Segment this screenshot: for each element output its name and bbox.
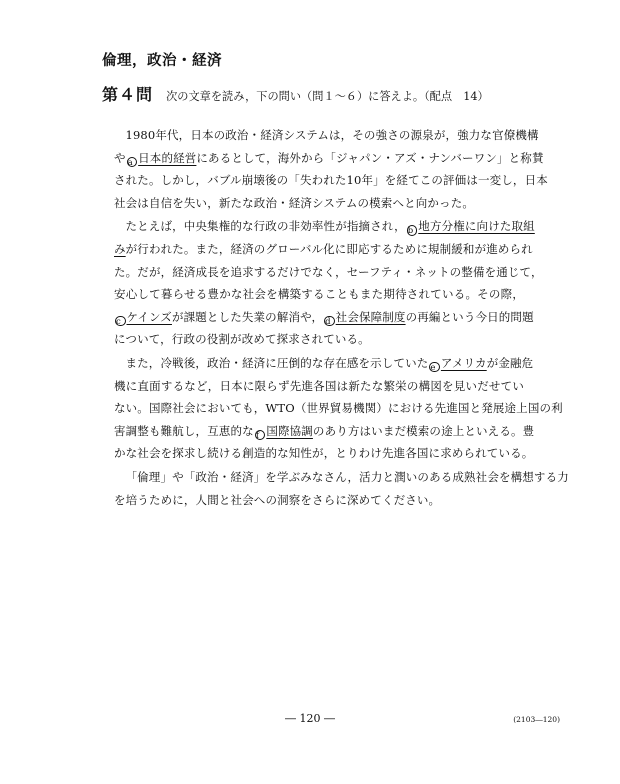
passage-text: の再編という今日的問題 — [405, 309, 534, 324]
passage-text: が行われた。また，経済のグローバル化に即応するために規制緩和が進められ — [125, 241, 533, 256]
passage-text: 「倫理」や「政治・経済」を学ぶみなさん，活力と潤いのある成熟社会を構想する力 — [125, 469, 569, 484]
passage-line — [114, 238, 533, 261]
underlined-term: 国際協調 — [266, 423, 313, 438]
passage-line — [114, 420, 535, 443]
passage-line — [114, 124, 539, 147]
underlined-term: み — [114, 241, 126, 256]
question-number: 第４問 — [102, 85, 154, 104]
subject-heading: 倫理，政治・経済 — [102, 53, 222, 69]
passage-text: のあり方はいまだ模索の途上といえる。豊 — [312, 423, 535, 438]
underlined-term: 日本的経営 — [138, 150, 197, 165]
passage-text: や — [114, 150, 126, 165]
passage-text: について，行政の役割が改めて探求されている。 — [114, 332, 370, 347]
underlined-term: ケインズ — [126, 309, 172, 324]
passage-line — [114, 397, 563, 420]
passage-text: 社会は自信を失い，新たな政治・経済システムの模索へと向かった。 — [114, 195, 474, 210]
underlined-term: 地方分権に向けた取組 — [418, 219, 535, 234]
underline-marker-a: a — [127, 157, 138, 168]
passage-text: ない。国際社会においても，WTO（世界貿易機関）における先進国と発展途上国の利 — [114, 401, 563, 416]
underline-marker-e: e — [429, 362, 440, 373]
underlined-term: 社会保障制度 — [335, 309, 406, 324]
passage-text: された。しかし，バブル崩壊後の「失われた10年」を経てこの評価は一変し，日本 — [114, 173, 548, 188]
passage-line — [114, 352, 534, 375]
passage-line — [114, 489, 524, 512]
passage-text: たとえば，中央集権的な行政の非効率性が指摘され， — [125, 219, 406, 234]
passage-text: 安心して暮らせる豊かな社会を構築することもまた期待されている。その際， — [114, 287, 524, 302]
passage-line — [114, 442, 534, 465]
passage-line — [114, 306, 534, 329]
passage-text: が課題とした失業の解消や， — [171, 309, 324, 324]
underline-marker-b: b — [407, 225, 418, 236]
passage-line — [114, 328, 524, 351]
passage-text: 機に直面するなど，日本に限らず先進各国は新たな繁栄の構図を見いだせてい — [114, 378, 524, 393]
passage-text: 1980年代，日本の政治・経済システムは，その強さの源泉が，強力な官僚機構 — [125, 128, 539, 142]
passage-text: にあるとして，海外から「ジャパン・アズ・ナンバーワン」と称賛 — [196, 150, 544, 165]
passage-line — [114, 169, 548, 192]
underline-marker-d: d — [324, 316, 335, 327]
passage-text: 害調整も難航し，互恵的な — [114, 423, 254, 438]
exam-code: (2103―120) — [513, 715, 560, 724]
underline-marker-c: c — [115, 316, 126, 327]
passage-line — [114, 466, 569, 489]
underline-marker-f: f — [255, 430, 266, 441]
passage-text: が金融危 — [486, 355, 534, 370]
passage-line — [114, 147, 544, 170]
passage-line — [114, 375, 524, 398]
passage-line — [114, 192, 524, 215]
page-number: ― 120 ― — [285, 712, 335, 725]
passage-line — [114, 215, 535, 238]
passage-text: また，冷戦後，政治・経済に圧倒的な存在感を示していた — [125, 355, 429, 370]
underlined-term: アメリカ — [440, 355, 487, 370]
passage-text: を培うために，人間と社会への洞察をさらに深めてください。 — [114, 492, 441, 507]
passage-line — [114, 261, 543, 284]
question-instruction: 次の文章を読み，下の問い（問１～６）に答えよ。（配点 14） — [166, 90, 489, 103]
passage-body — [114, 124, 569, 511]
passage-text: かな社会を探求し続ける創造的な知性が，とりわけ先進各国に求められている。 — [114, 446, 534, 461]
question-header — [102, 82, 489, 105]
passage-text: た。だが，経済成長を追求するだけでなく，セーフティ・ネットの整備を通じて， — [114, 264, 543, 279]
passage-line — [114, 283, 524, 306]
